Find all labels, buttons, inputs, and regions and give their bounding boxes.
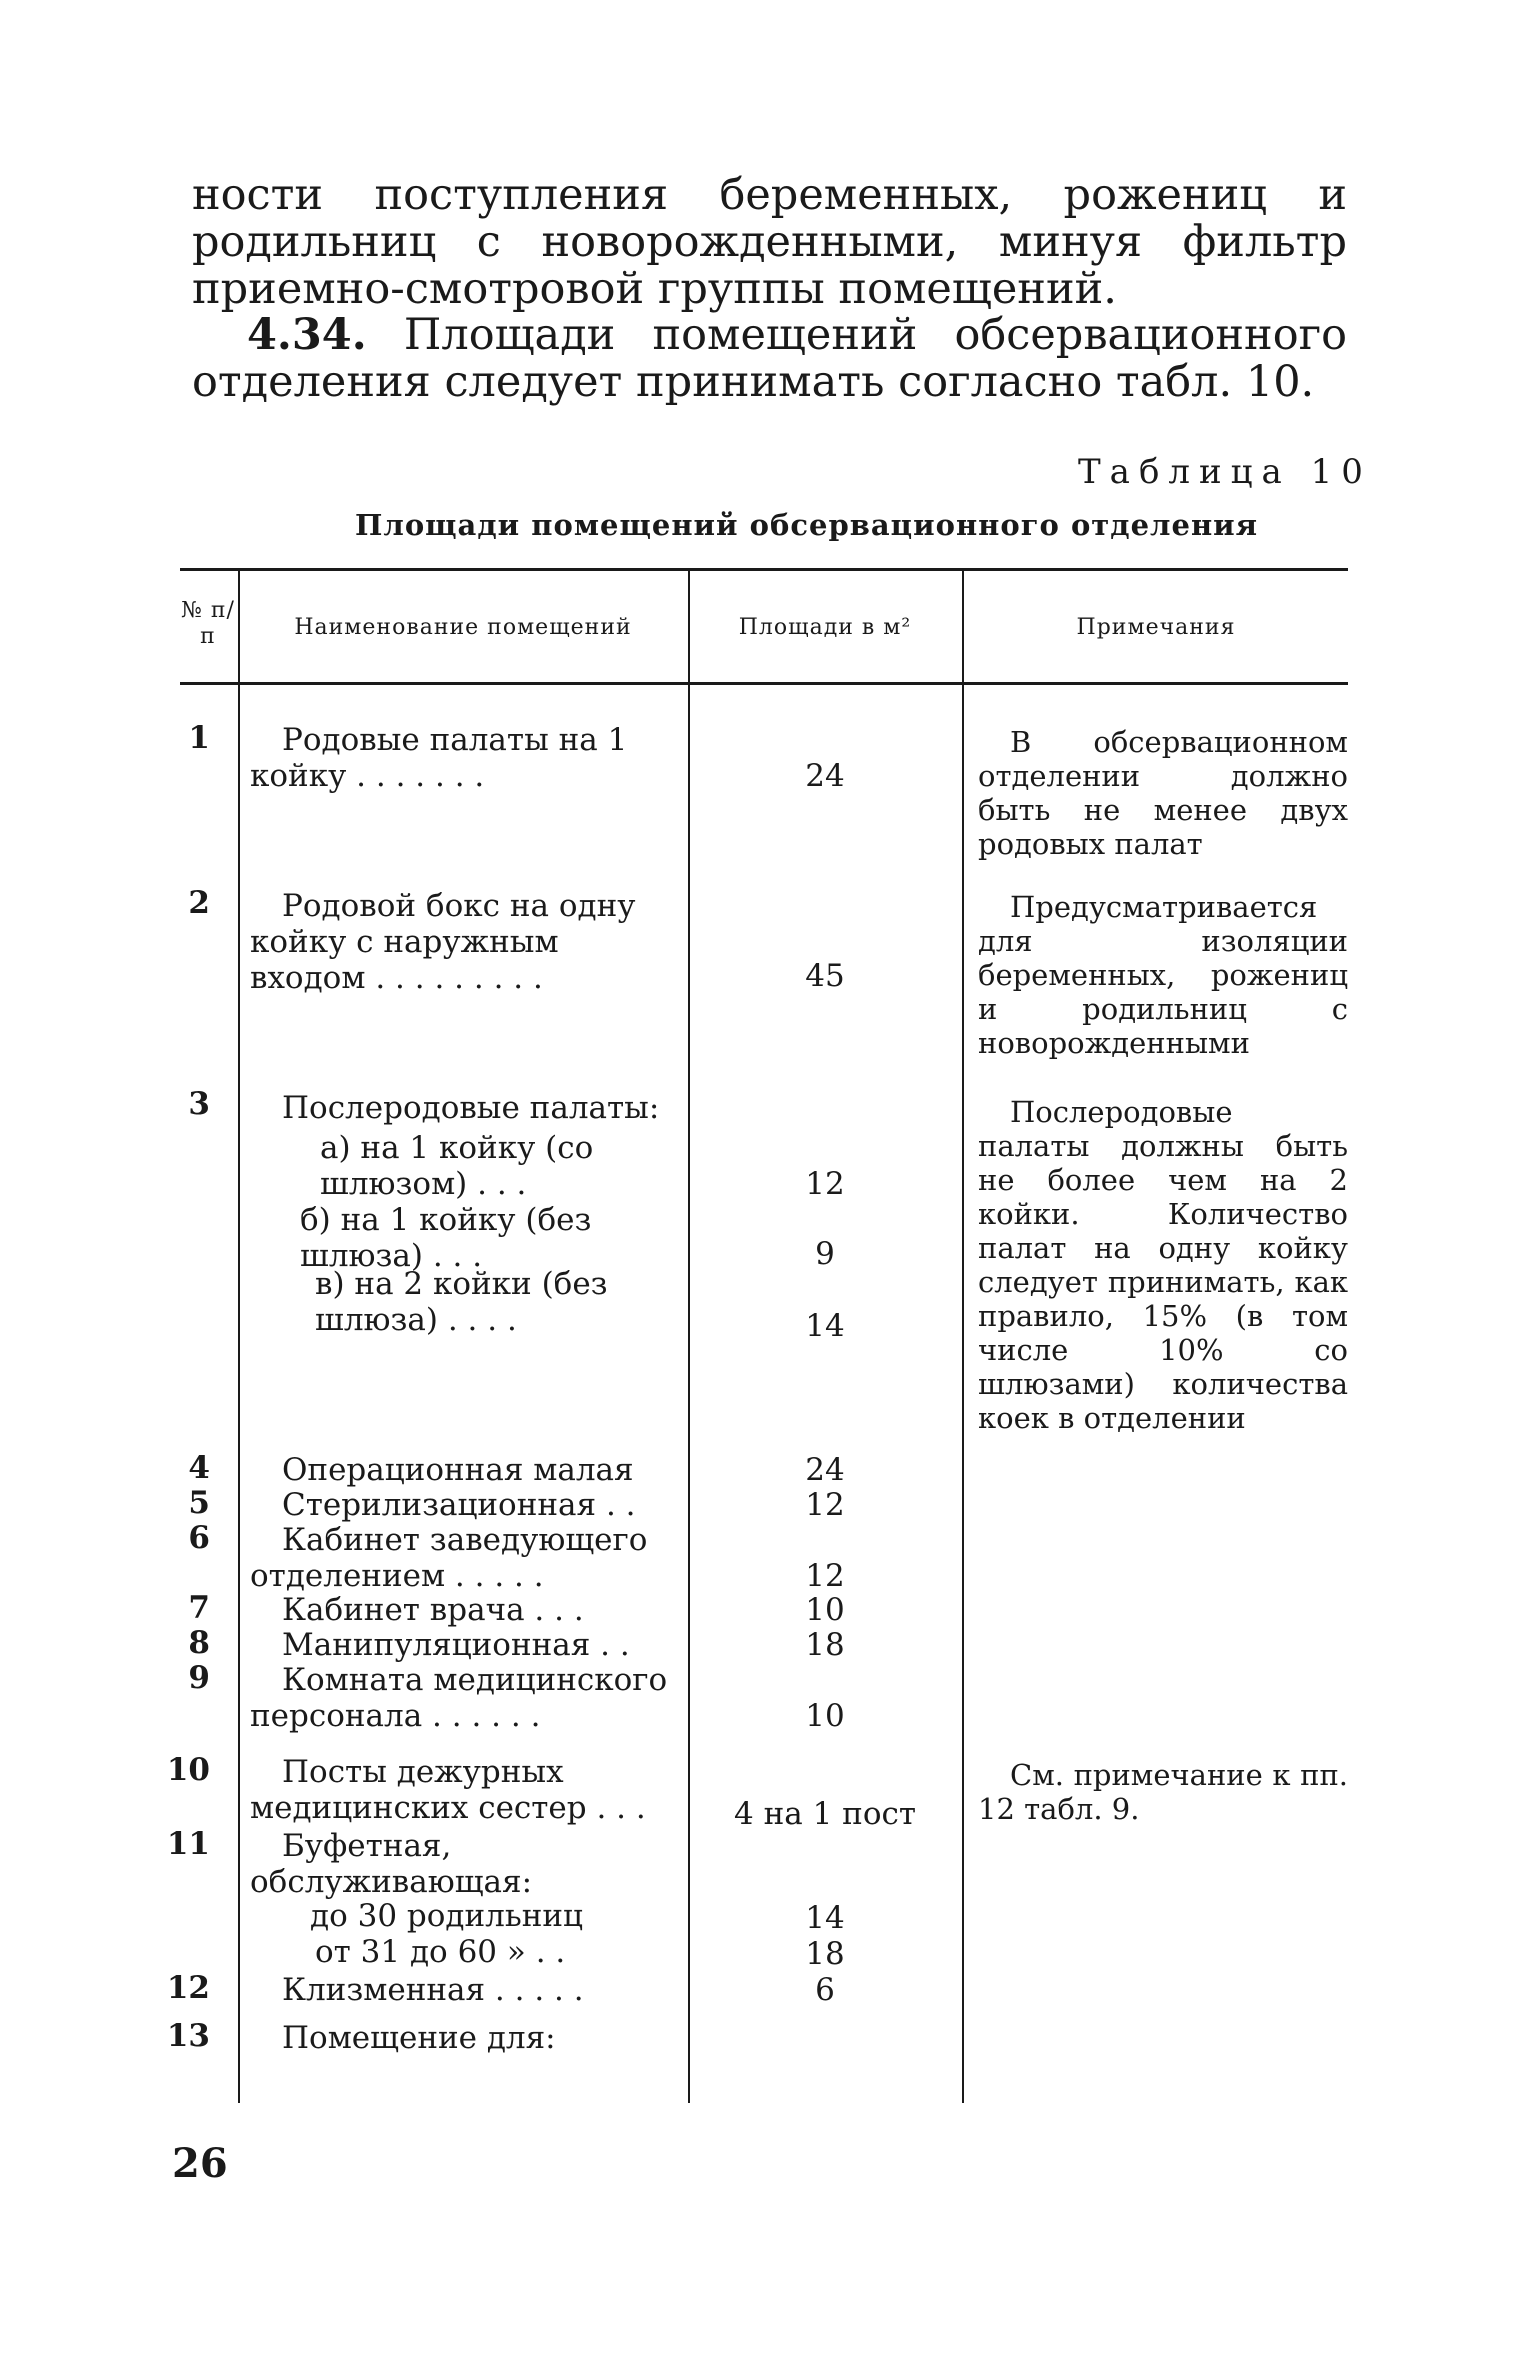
column-divider-3 (962, 568, 964, 2103)
row-11-name: Буфетная, обслуживающая: (250, 1828, 533, 1900)
row-13-name: Помещение для: (282, 2020, 556, 2056)
row-9-number: 9 (188, 1660, 210, 1696)
row-12-name: Клизменная . . . . . (282, 1972, 584, 2008)
clause-text: Площади помещений обсервационного отделения следует принимать согласно табл. 10. (192, 310, 1347, 407)
column-divider-1 (238, 568, 240, 2103)
row-11-sub-a: до 30 родильниц (310, 1898, 583, 1934)
row-3-number: 3 (188, 1086, 210, 1122)
row-3-note: Послеродовые палаты должны быть не более чем на 2 койки. Количество палат на одну койку следует принимать, как правило, 15% (в том числе 10% со шлюзами) количества коек в отделении (978, 1095, 1348, 1435)
row-9-name: Комната медицинского персонала . . . . . . (250, 1662, 668, 1734)
row-4-number: 4 (188, 1450, 210, 1486)
row-4-area: 24 (805, 1452, 845, 1488)
row-10-number: 10 (166, 1752, 210, 1788)
paragraph-4-34 (192, 312, 1347, 406)
header-area: Площади в м² (738, 615, 912, 640)
row-13-number: 13 (166, 2018, 210, 2054)
row-7-area: 10 (805, 1592, 845, 1628)
row-8-number: 8 (188, 1625, 210, 1661)
table-top-rule (180, 568, 1348, 571)
row-6-number: 6 (188, 1520, 210, 1556)
row-3-sub-a-area: 12 (805, 1166, 845, 1202)
row-3-sub-b: б) на 1 койку (без шлюза) . . . (300, 1202, 592, 1274)
row-12-number: 12 (166, 1970, 210, 2006)
row-1-area: 24 (805, 758, 845, 794)
row-10-name: Посты дежурных медицинских сестер . . . (250, 1754, 646, 1826)
row-10-note: См. примечание к пп. 12 табл. 9. (978, 1758, 1348, 1826)
row-8-area: 18 (805, 1627, 845, 1663)
row-7-number: 7 (188, 1590, 210, 1626)
row-11-sub-b: от 31 до 60 » . . (315, 1934, 566, 1970)
row-2-number: 2 (188, 885, 210, 921)
row-1-note: В обсервационном отделении должно быть не менее двух родовых палат (978, 725, 1348, 861)
row-11-sub-b-area: 18 (805, 1936, 845, 1972)
row-7-name: Кабинет врача . . . (282, 1592, 584, 1628)
row-8-name: Манипуляционная . . (282, 1627, 630, 1663)
row-1-name: Родовые палаты на 1 койку . . . . . . . (250, 722, 628, 794)
row-3-sub-c: в) на 2 койки (без шлюза) . . . . (315, 1266, 608, 1338)
header-notes: Примечания (1076, 615, 1236, 640)
row-11-number: 11 (166, 1826, 210, 1862)
row-5-number: 5 (188, 1485, 210, 1521)
row-3-name: Послеродовые палаты: (282, 1090, 660, 1126)
row-9-area: 10 (805, 1698, 845, 1734)
row-2-note: Предусматривается для изоляции беременных, рожениц и родильниц с новорожденными (978, 890, 1348, 1060)
row-6-area: 12 (805, 1558, 845, 1594)
row-5-name: Стерилизационная . . (282, 1487, 636, 1523)
row-2-name: Родовой бокс на одну койку с наружным входом . . . . . . . . . (250, 888, 636, 996)
table-header-rule (180, 682, 1348, 685)
row-3-sub-a: а) на 1 койку (со шлюзом) . . . (320, 1130, 594, 1202)
header-num: № п/п (181, 598, 235, 649)
row-4-name: Операционная малая (282, 1452, 634, 1488)
row-2-area: 45 (805, 958, 845, 994)
row-5-area: 12 (805, 1487, 845, 1523)
row-3-sub-c-area: 14 (805, 1308, 845, 1344)
page-number: 26 (172, 2140, 228, 2187)
table-title: Площади помещений обсервационного отделения (355, 508, 1259, 542)
row-6-name: Кабинет заведующего отделением . . . . . (250, 1522, 648, 1594)
table-label: Таблица 10 (1078, 452, 1372, 492)
row-12-area: 6 (815, 1972, 835, 2008)
row-11-sub-a-area: 14 (805, 1900, 845, 1936)
row-3-sub-b-area: 9 (815, 1236, 835, 1272)
header-name: Наименование помещений (294, 615, 632, 640)
row-1-number: 1 (188, 720, 210, 756)
paragraph-continuation: ности поступления беременных, рожениц и родильниц с новорожденными, минуя фильтр приемно-смотровой группы помещений. (192, 170, 1347, 314)
clause-number: 4.34. (247, 310, 367, 360)
row-10-area: 4 на 1 пост (734, 1796, 916, 1832)
